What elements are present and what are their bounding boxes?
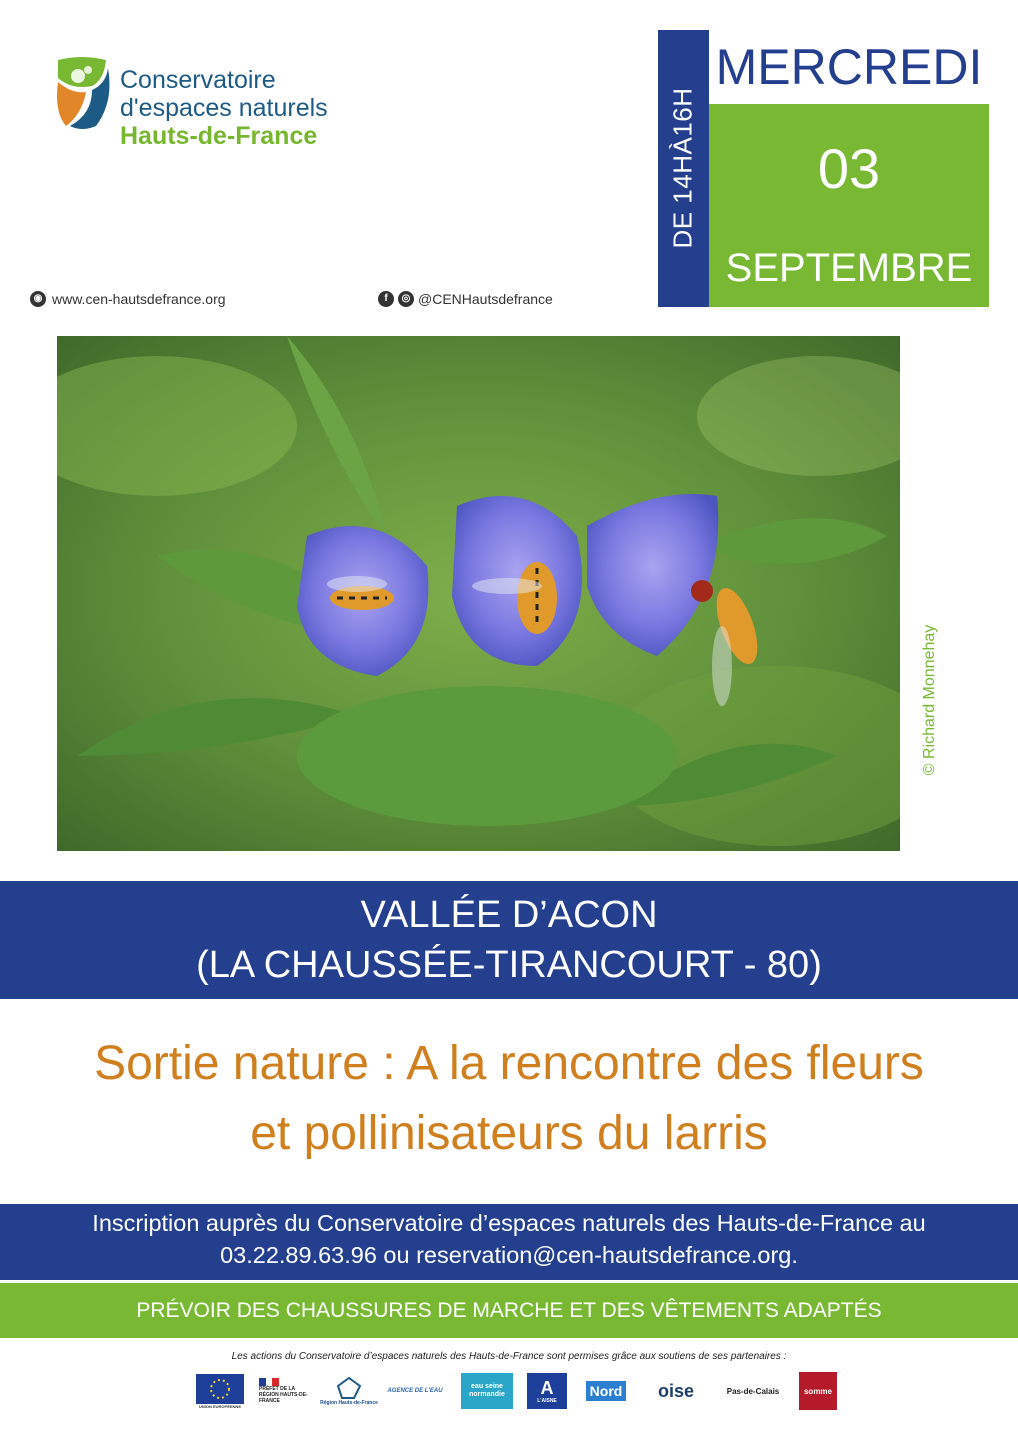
- partner-oise-label: oise: [657, 1380, 695, 1401]
- region-hdf-logo: [320, 1373, 378, 1409]
- flower-photo: [57, 336, 900, 851]
- equipment-band: [0, 1283, 1018, 1338]
- partner-aisne-label: L'AISNE: [537, 1398, 557, 1404]
- partners-note: Les actions du Conservatoire d’espaces naturels des Hauts-de-France sont permises grâce aux soutiens de ses partenaires :: [231, 1351, 787, 1362]
- logo-text-line-3: Hauts-de-France: [120, 122, 318, 150]
- agence-eau-logo: [383, 1373, 447, 1409]
- location-band: [0, 881, 1018, 999]
- event-day-number: 03: [817, 137, 881, 200]
- somme-logo: [799, 1372, 837, 1410]
- event-day-name: MERCREDI: [715, 39, 983, 95]
- globe-icon: ◉: [30, 291, 46, 307]
- partner-eau-seine-label: eau seine normandie: [469, 1383, 505, 1398]
- photo-illustration: [57, 336, 900, 851]
- logo-mark-icon: [52, 56, 110, 130]
- event-month: SEPTEMBRE: [725, 246, 973, 290]
- pas-de-calais-logo: [721, 1373, 785, 1409]
- time-band: [658, 30, 709, 307]
- event-title-line-2: et pollinisateurs du larris: [250, 1107, 768, 1160]
- logo-text-line-1: Conservatoire: [120, 66, 276, 94]
- date-panel: [709, 104, 989, 307]
- registration-contact-line[interactable]: 03.22.89.63.96 ou reservation@cen-hautsdefrance.org.: [220, 1242, 798, 1268]
- registration-text-line-1: Inscription auprès du Conservatoire d’espaces naturels des Hauts-de-France au: [92, 1210, 926, 1236]
- event-time: DE 14HÀ16H: [667, 87, 698, 249]
- location-commune: (LA CHAUSSÉE-TIRANCOURT - 80): [196, 944, 822, 986]
- location-name: VALLÉE D’ACON: [360, 894, 658, 936]
- partner-nord-label: Nord: [586, 1381, 627, 1401]
- instagram-icon[interactable]: ◎: [398, 291, 414, 307]
- social-handle[interactable]: @CENHautsdefrance: [418, 291, 553, 307]
- oise-logo: [645, 1373, 707, 1409]
- prefet-logo: [259, 1373, 315, 1409]
- partner-eu-label: UNION EUROPÉENNE: [198, 1403, 241, 1409]
- partner-agence-eau-label: AGENCE DE L'EAU: [387, 1388, 443, 1394]
- eau-seine-normandie-logo: [461, 1373, 513, 1409]
- nord-logo: [581, 1373, 631, 1409]
- website-url[interactable]: www.cen-hautsdefrance.org: [52, 291, 226, 307]
- website-contact: [30, 290, 226, 308]
- registration-band: [0, 1204, 1018, 1280]
- photo-credit: © Richard Monnehay: [921, 624, 938, 776]
- partner-somme-label: somme: [803, 1386, 832, 1396]
- event-date-block: [658, 30, 989, 307]
- partner-logos: [195, 1370, 837, 1412]
- partner-prefet-label: PRÉFET DE LA RÉGION HAUTS-DE-FRANCE: [259, 1386, 308, 1404]
- event-title-line-1: Sortie nature : A la rencontre des fleurs: [94, 1037, 924, 1090]
- partner-pas-de-calais-label: Pas-de-Calais: [726, 1386, 780, 1396]
- logo-text-line-2: d'espaces naturels: [120, 94, 328, 122]
- social-contact: [378, 290, 553, 308]
- facebook-icon[interactable]: f: [378, 291, 394, 307]
- eu-flag-logo: [195, 1373, 245, 1409]
- partner-region-label: Région Hauts-de-France: [320, 1400, 378, 1406]
- aisne-logo: A L'AISNE: [527, 1373, 567, 1409]
- equipment-note: PRÉVOIR DES CHAUSSURES DE MARCHE ET DES VÊTEMENTS ADAPTÉS: [136, 1299, 882, 1322]
- organization-logo: [52, 56, 352, 156]
